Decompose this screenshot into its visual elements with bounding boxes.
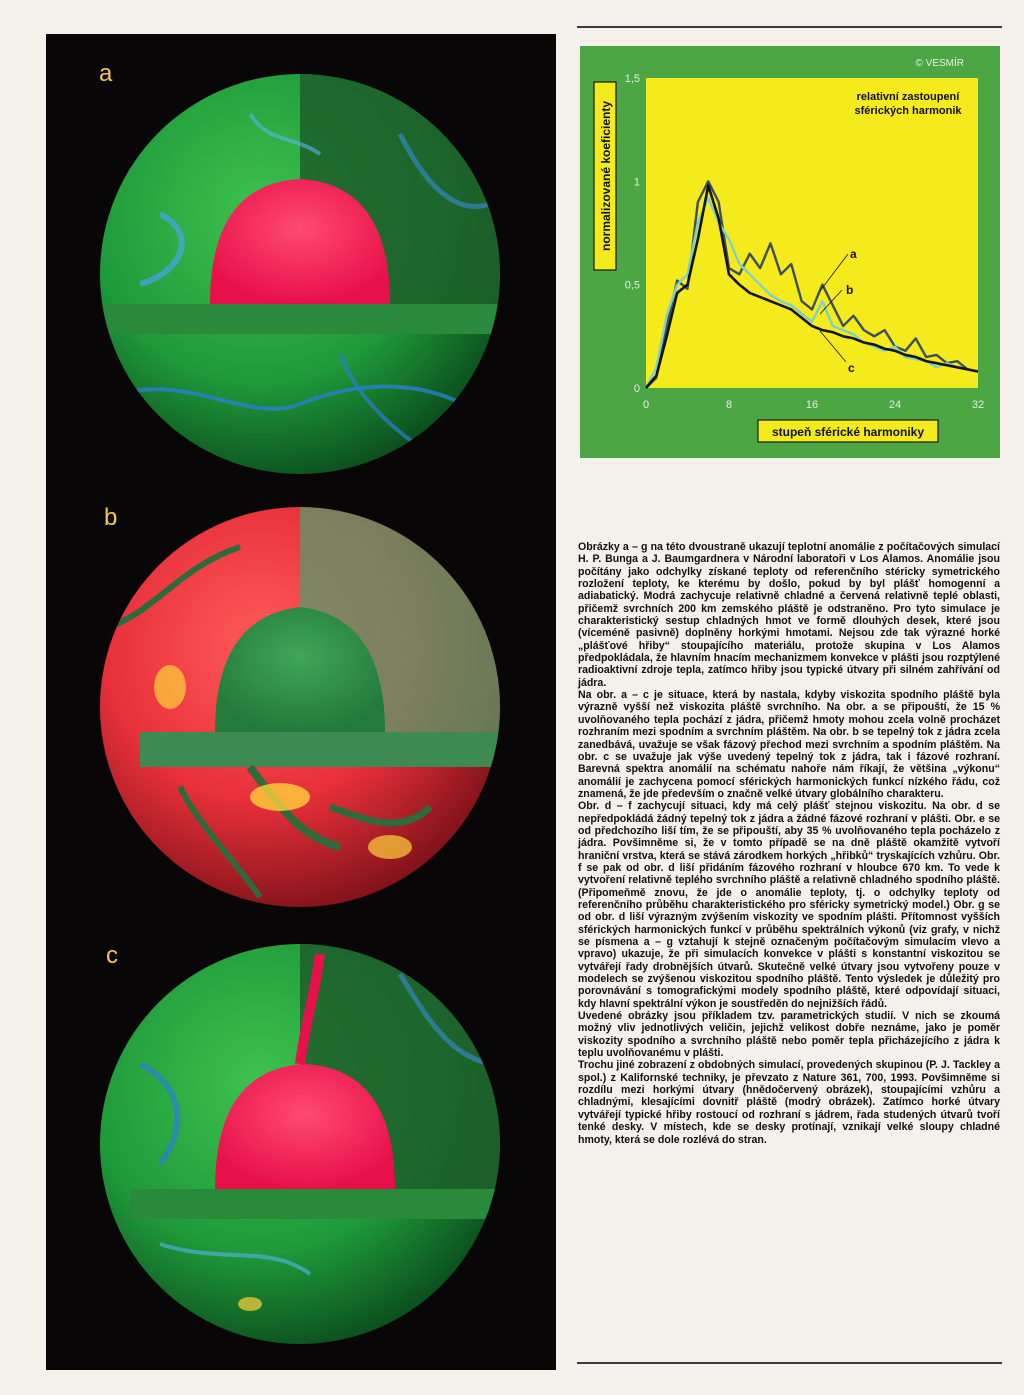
figure-panel xyxy=(46,34,556,1370)
caption-paragraph: Uvedené obrázky jsou příkladem tzv. parametrických studií. V nich se zkoumá možný vliv jednotlivých veličin, jejichž velikost dobře neznáme, jako je poměr viskozity spodního a svrchního pláště nebo poměr tepla přicházejícího z jádra k teplu uvolňovanému v plášti. xyxy=(578,1010,1000,1060)
caption-paragraph: Trochu jiné zobrazení z obdobných simulací, provedených skupinou (P. J. Tackley a spol.) z Kalifornské techniky, je převzato z Nature 361, 700, 1993. Povšimněme si rozdílu mezi horkými útvary (hnědočervený obrázek), stoupajícími vzhůru a chladnými, klesajícími dovnitř pláště (modrý obrázek). Zatímco horké útvary vytvářejí typické hřiby rostoucí od rozhraní s jádrem, řada studených útvarů tvoří tenké desky. V místech, kde se desky protínají, vznikají velké sloupy chladné hmoty, která se dole rozlévá do stran. xyxy=(578,1059,1000,1146)
x-tick-label: 24 xyxy=(888,399,902,411)
x-tick-label: 0 xyxy=(642,399,650,411)
bottom-rule xyxy=(577,1362,1002,1364)
figure-label-b: b xyxy=(104,504,118,531)
series-label-b: b xyxy=(846,283,854,297)
figure-label-a: a xyxy=(99,60,113,87)
globe-a-image xyxy=(100,74,500,474)
y-tick-label: 1 xyxy=(633,176,640,189)
caption-paragraph: Na obr. a – c je situace, která by nastala, kdyby viskozita spodního pláště byla výrazně vyšší než viskozita pláště svrchního. Na obr. a se připouští, že 15 % uvolňovaného tepla pochází z jádra, přičemž hmoty mohou zcela volně procházet rozhraním mezi spodním a svrchním pláštěm. Na obr. b se tepelný tok z jádra zcela zanedbává, uvažuje se však fázový přechod mezi svrchním a spodním pláštěm. Na obr. c se uvažuje jak výše uvedený tepelný tok z jádra, tak i fázové rozhraní. Barevná spektra anomálií na schématu nahoře nám říkají, že většina „výkonu“ anomálií je zachycena pomocí sférických harmonických funkcí nízkého řádu, což znamená, že jde především o značně velké útvary globálního charakteru. xyxy=(578,689,1000,800)
legend-line-1: relativní zastoupení xyxy=(856,91,960,103)
spectrum-chart xyxy=(580,46,1000,458)
globe-c-image xyxy=(100,944,500,1344)
caption-text xyxy=(578,541,1000,1146)
top-rule xyxy=(577,26,1002,28)
series-label-c: c xyxy=(848,361,855,375)
x-tick-label: 8 xyxy=(725,399,733,411)
copyright-text: © VESMÍR xyxy=(915,58,964,69)
spectrum-chart-svg xyxy=(580,46,1000,458)
figure-label-c: c xyxy=(106,942,118,969)
y-tick-label: 0,5 xyxy=(624,279,640,292)
y-axis-label: normalizované koeficienty xyxy=(599,100,613,252)
x-tick-label: 16 xyxy=(805,399,819,411)
globe-b-image xyxy=(100,507,500,907)
x-tick-label: 32 xyxy=(971,399,985,411)
caption-paragraph: Obr. d – f zachycují situaci, kdy má celý plášť stejnou viskozitu. Na obr. d se nepředpokládá žádný tepelný tok z jádra a žádné fázové rozhraní v plášti. Obr. e se od předchozího liší tím, že se připouští, aby 35 % uvolňovaného tepla pocházelo z jádra. Povšimněme si, že v tomto případě se na dně pláště okamžitě vytvoří hraniční vrstva, která se stává zárodkem horkých „hřibků“ tryskajících vzhůru. Obr. f se pak od obr. d liší přidáním fázového rozhraní v hloubce 670 km. To vede k vytvoření relativně teplého svrchního pláště a relativně chladného spodního pláště. (Připomeňmě znovu, že jde o anomálie teploty, tj. o odchylky teploty od referenčního průběhu charakteristického pro sféricky symetrický model.) Obr. g se od obr. d liší výrazným zvýšením viskozity ve spodním plášti. Přítomnost vyšších sférických harmonických funkcí v průběhu spektrálních výkonů (viz grafy, v nichž se písmena a – g vztahují k stejně označeným počítačovým simulacím vlevo a vpravo) ukazuje, že při simulacích konvekce v plášti s konstantní viskozitou se vytvářejí řady drobnějších útvarů. Skutečně velké útvary jsou vytvořeny pouze v modelech se zvýšenou viskozitou spodního pláště. Tento výsledek je důležitý pro porovnávání s tomografickými modely spodního pláště, které odpovídají situaci, kdy hlavní spektrální výkon je soustředěn do nejnižších řádů. xyxy=(578,800,1000,1010)
series-label-a: a xyxy=(850,247,857,261)
caption-paragraph: Obrázky a – g na této dvoustraně ukazují teplotní anomálie z počítačových simulací H. P. Bunga a J. Baumgardnera v Národní laboratoři v Los Alamos. Anomálie jsou počítány jako odchylky získané teploty od referenčního stéricky symetrického rozložení teploty, ke kterému by došlo, pokud by byl plášť homogenní a adiabatický. Modrá zachycuje relativně chladné a červená relativně teplé oblasti, přičemž svrchních 200 km zemského pláště je odstraněno. Pro tyto simulace je charakteristický sestup chladných hmot ve formě dlouhých desek, které jsou (víceméně pasivně) doplněny horkými hmotami. Nejsou zde tak výrazné horké „plášťové hřiby“ stoupajícího materiálu, protože skupina v Los Alamos předpokládala, že hlavním hnacím mechanizmem konvekce v plášti jsou rozptýlené radioaktivní zdroje tepla, zatímco hřiby jsou typické útvary při silném zahřívání od jádra. xyxy=(578,541,1000,689)
y-tick-label: 1,5 xyxy=(624,73,640,85)
legend-line-2: sférických harmonik xyxy=(854,105,962,117)
x-axis-label: stupeň sférické harmoniky xyxy=(771,425,925,439)
y-tick-label: 0 xyxy=(633,383,640,395)
